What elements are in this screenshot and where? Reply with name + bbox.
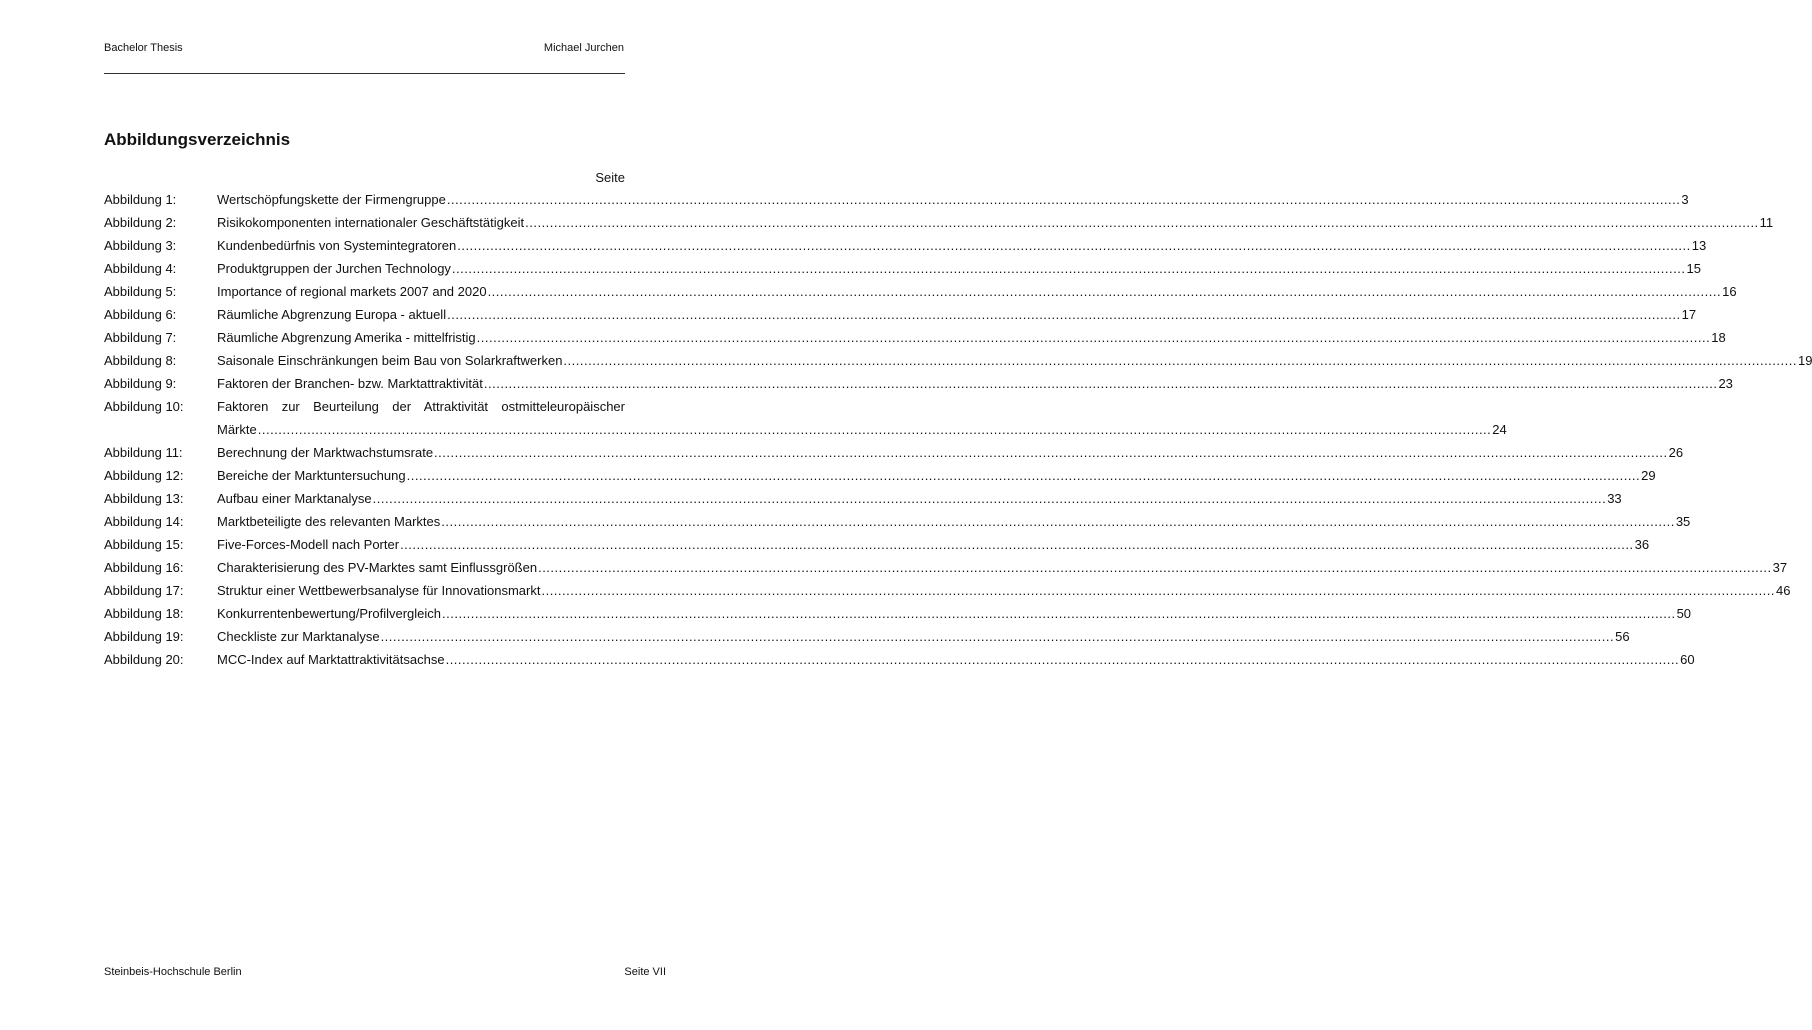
figure-number: Abbildung 15: (104, 537, 184, 552)
figure-page-number: 19 (1797, 353, 1812, 368)
figure-caption: Faktoren der Branchen- bzw. Marktattraktivität (217, 376, 483, 391)
figure-page-number: 16 (1722, 284, 1737, 299)
footer-page-number: Seite VII (624, 966, 666, 978)
figure-entry-body (217, 537, 1650, 553)
figure-caption-line (217, 514, 1691, 530)
figure-caption-line (217, 238, 1707, 254)
figure-entry-body (217, 514, 1691, 530)
figure-caption-line (217, 606, 1692, 622)
page-title: Abbildungsverzeichnis (104, 130, 291, 149)
figure-caption: Importance of regional markets 2007 and 2020 (217, 284, 487, 299)
list-item (104, 652, 1695, 668)
list-item (104, 560, 1788, 576)
list-item (104, 284, 1737, 300)
figure-caption-line (217, 284, 1737, 300)
figure-number: Abbildung 19: (104, 629, 184, 644)
figure-caption-line (217, 330, 1726, 346)
page-footer (104, 966, 666, 982)
figure-number: Abbildung 3: (104, 238, 177, 253)
figure-entry-body (217, 238, 1707, 254)
dot-leader: ............................................................................................................................................................................................................................................................................................................ (525, 215, 1759, 230)
figure-page-number: 24 (1492, 422, 1507, 437)
dot-leader: ............................................................................................................................................................................................................................................................................................................ (406, 468, 1641, 483)
list-item (104, 583, 1791, 599)
list-item (104, 468, 1656, 484)
figure-number: Abbildung 18: (104, 606, 184, 621)
figure-entry-body (217, 307, 1697, 323)
figure-number: Abbildung 5: (104, 284, 177, 299)
figure-number: Abbildung 14: (104, 514, 184, 529)
list-item (104, 514, 1691, 530)
dot-leader: ............................................................................................................................................................................................................................................................................................................ (441, 514, 1675, 529)
figure-number: Abbildung 10: (104, 399, 184, 414)
list-item (104, 192, 1689, 208)
figure-caption-line (217, 583, 1791, 599)
figure-number: Abbildung 2: (104, 215, 177, 230)
list-item (104, 445, 1684, 461)
dot-leader: ............................................................................................................................................................................................................................................................................................................ (538, 560, 1772, 575)
figure-caption-line (217, 399, 625, 415)
figure-entry-body (217, 652, 1695, 668)
figure-caption-line (217, 468, 1656, 484)
figure-page-number: 15 (1686, 261, 1701, 276)
figure-number: Abbildung 6: (104, 307, 177, 322)
figure-caption-line (217, 376, 1733, 392)
figure-caption-line (217, 261, 1701, 277)
figure-page-number: 3 (1681, 192, 1689, 207)
figure-page-number: 46 (1776, 583, 1791, 598)
figure-caption: Saisonale Einschränkungen beim Bau von Solarkraftwerken (217, 353, 563, 368)
list-item (104, 606, 1692, 622)
dot-leader: ............................................................................................................................................................................................................................................................................................................ (400, 537, 1634, 552)
dot-leader: ............................................................................................................................................................................................................................................................................................................ (541, 583, 1776, 598)
figure-page-number: 56 (1615, 629, 1630, 644)
figure-number: Abbildung 16: (104, 560, 184, 575)
figure-caption: Räumliche Abgrenzung Europa - aktuell (217, 307, 447, 322)
figure-page-number: 60 (1680, 652, 1695, 667)
dot-leader: ............................................................................................................................................................................................................................................................................................................ (457, 238, 1691, 253)
footer-institution: Steinbeis-Hochschule Berlin (104, 966, 242, 978)
list-item (104, 376, 1733, 392)
figure-caption: Bereiche der Marktuntersuchung (217, 468, 406, 483)
figure-entry-body (217, 560, 1788, 576)
dot-leader: ............................................................................................................................................................................................................................................................................................................ (563, 353, 1797, 368)
header-author: Michael Jurchen (543, 42, 624, 54)
dot-leader: ............................................................................................................................................................................................................................................................................................................ (483, 376, 1718, 391)
figure-number: Abbildung 9: (104, 376, 177, 391)
list-item (104, 307, 1697, 323)
dot-leader: ............................................................................................................................................................................................................................................................................................................ (447, 307, 1681, 322)
figure-entry-body (217, 468, 1656, 484)
list-item (104, 330, 1726, 346)
figure-number: Abbildung 20: (104, 652, 184, 667)
dot-leader: ............................................................................................................................................................................................................................................................................................................ (434, 445, 1668, 460)
figure-entry-body (217, 583, 1791, 599)
list-item (104, 238, 1707, 254)
figure-page-number: 26 (1668, 445, 1684, 460)
figure-entry-body (217, 445, 1684, 461)
figure-caption: Risikokomponenten internationaler Geschäftstätigkeit (217, 215, 525, 230)
figure-entry-body (217, 491, 1622, 507)
figure-page-number: 29 (1641, 468, 1656, 483)
figure-caption: Berechnung der Marktwachstumsrate (217, 445, 434, 460)
figure-list (104, 192, 1812, 675)
dot-leader: ............................................................................................................................................................................................................................................................................................................ (442, 606, 1676, 621)
figure-page-number: 17 (1681, 307, 1697, 322)
figure-caption: Produktgruppen der Jurchen Technology (217, 261, 451, 276)
figure-entry-body (217, 606, 1692, 622)
dot-leader: ............................................................................................................................................................................................................................................................................................................ (445, 652, 1680, 667)
dot-leader: ............................................................................................................................................................................................................................................................................................................ (487, 284, 1722, 299)
figure-caption-line (217, 491, 1622, 507)
figure-caption: Räumliche Abgrenzung Amerika - mittelfristig (217, 330, 476, 345)
figure-number: Abbildung 11: (104, 445, 183, 460)
figure-entry-body (217, 376, 1733, 392)
figure-number: Abbildung 17: (104, 583, 184, 598)
dot-leader: ............................................................................................................................................................................................................................................................................................................ (380, 629, 1615, 644)
dot-leader: ............................................................................................................................................................................................................................................................................................................ (257, 422, 1492, 437)
figure-page-number: 33 (1607, 491, 1622, 506)
figure-number: Abbildung 8: (104, 353, 177, 368)
dot-leader: ............................................................................................................................................................................................................................................................................................................ (446, 192, 1681, 207)
figure-page-number: 37 (1772, 560, 1788, 575)
figure-entry-body (217, 353, 1812, 369)
figure-page-number: 50 (1676, 606, 1692, 621)
figure-caption-line (217, 560, 1788, 576)
list-item (104, 353, 1812, 369)
figure-number: Abbildung 4: (104, 261, 177, 276)
figure-caption-line (217, 652, 1695, 668)
figure-entry-body (217, 192, 1689, 208)
figure-caption: Charakterisierung des PV-Marktes samt Einflussgrößen (217, 560, 538, 575)
page-column-label: Seite (595, 170, 625, 185)
list-item (104, 215, 1774, 231)
figure-caption: MCC-Index auf Marktattraktivitätsachse (217, 652, 445, 667)
figure-caption-line (217, 537, 1650, 553)
figure-caption: Kundenbedürfnis von Systemintegratoren (217, 238, 457, 253)
list-item (104, 491, 1622, 507)
figure-entry-body (217, 629, 1630, 645)
figure-page-number: 18 (1711, 330, 1726, 345)
figure-caption-continued: Märkte (217, 422, 257, 437)
figure-entry-body (217, 399, 1507, 438)
figure-entry-body (217, 330, 1726, 346)
list-item (104, 399, 1507, 438)
figure-caption: Struktur einer Wettbewerbsanalyse für Innovationsmarkt (217, 583, 541, 598)
figure-caption-line (217, 422, 1507, 438)
page-header (104, 42, 624, 60)
figure-number: Abbildung 1: (104, 192, 177, 207)
figure-caption-line (217, 192, 1689, 208)
figure-entry-body (217, 284, 1737, 300)
figure-number: Abbildung 13: (104, 491, 184, 506)
figure-caption: Faktoren zur Beurteilung der Attraktivität ostmitteleuropäischer (217, 399, 625, 414)
figure-caption-line (217, 215, 1774, 231)
figure-caption-line (217, 629, 1630, 645)
figure-page-number: 36 (1634, 537, 1650, 552)
list-item (104, 537, 1650, 553)
figure-entry-body (217, 261, 1701, 277)
figure-number: Abbildung 12: (104, 468, 184, 483)
dot-leader: ............................................................................................................................................................................................................................................................................................................ (476, 330, 1711, 345)
figure-page-number: 13 (1691, 238, 1707, 253)
figure-page-number: 35 (1675, 514, 1691, 529)
figure-number: Abbildung 7: (104, 330, 177, 345)
figure-caption: Wertschöpfungskette der Firmengruppe (217, 192, 446, 207)
dot-leader: ............................................................................................................................................................................................................................................................................................................ (372, 491, 1607, 506)
list-item (104, 261, 1701, 277)
figure-caption: Five-Forces-Modell nach Porter (217, 537, 400, 552)
list-item (104, 629, 1630, 645)
dot-leader: ............................................................................................................................................................................................................................................................................................................ (451, 261, 1686, 276)
figure-caption: Checkliste zur Marktanalyse (217, 629, 380, 644)
header-divider (104, 73, 625, 74)
header-thesis-label: Bachelor Thesis (104, 42, 183, 54)
figure-caption-line (217, 353, 1812, 369)
figure-page-number: 23 (1718, 376, 1733, 391)
figure-entry-body (217, 215, 1774, 231)
figure-caption: Marktbeteiligte des relevanten Marktes (217, 514, 441, 529)
figure-caption-line (217, 307, 1697, 323)
figure-page-number: 11 (1759, 215, 1774, 230)
figure-caption: Aufbau einer Marktanalyse (217, 491, 372, 506)
figure-caption-line (217, 445, 1684, 461)
figure-caption: Konkurrentenbewertung/Profilvergleich (217, 606, 442, 621)
